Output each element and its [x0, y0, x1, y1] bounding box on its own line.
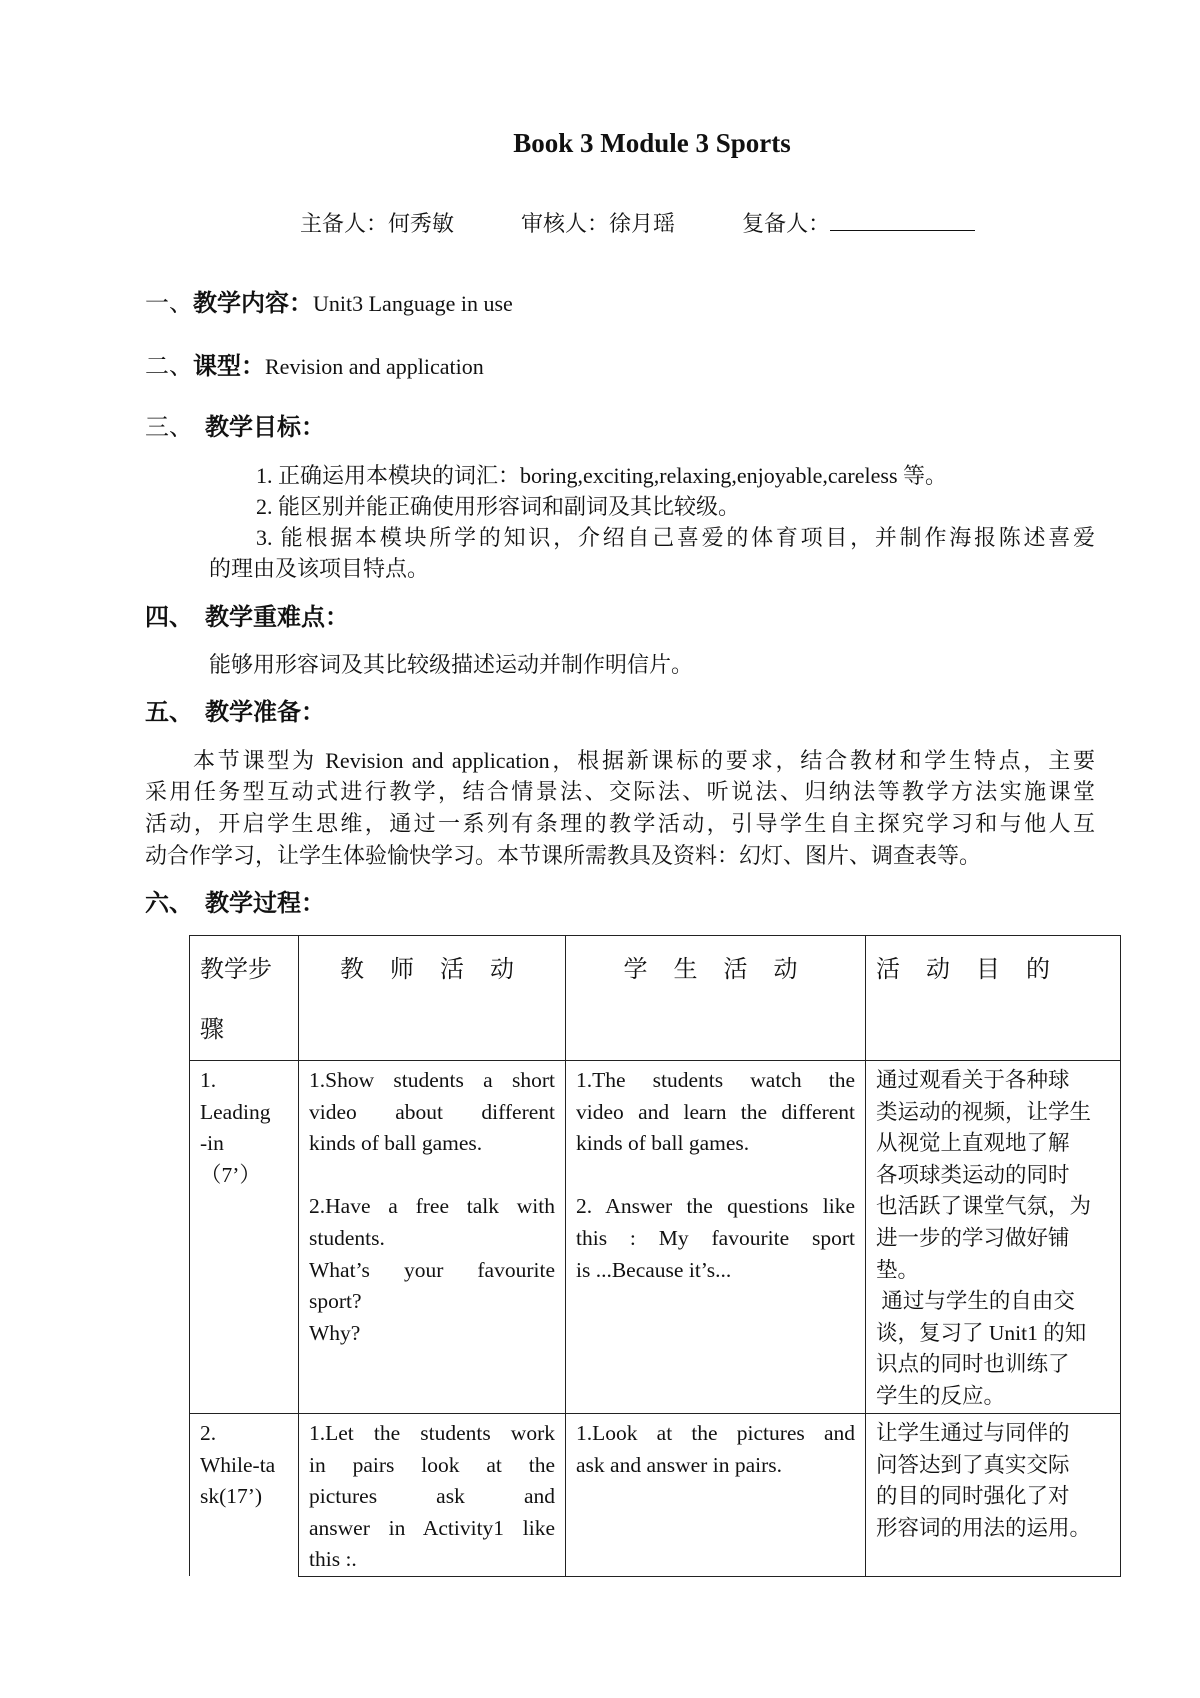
section-heading: 教学目标： — [205, 415, 325, 441]
cell-line: 2. Answer the questions like — [576, 1194, 855, 1219]
cell-line: 2. — [200, 1421, 217, 1445]
section-heading: 课型： — [193, 354, 265, 380]
cell-line: answer in Activity1 like — [309, 1515, 555, 1540]
cell-line: 2.Have a free talk with — [309, 1194, 555, 1219]
cell-line: video and learn the different — [576, 1099, 855, 1124]
paragraph-line: 活动，开启学生思维，通过一系列有条理的教学活动，引导学生自主探究学习和与他人互 — [145, 811, 1095, 836]
section-number: 四、 — [145, 605, 193, 631]
cell-line: What’s your favourite — [309, 1257, 555, 1282]
header-teacher — [299, 936, 566, 1061]
cell-line: 进一步的学习做好铺 — [876, 1225, 1070, 1250]
reviewer: 徐月瑶 — [609, 211, 676, 236]
teacher-activity-cell — [299, 1414, 566, 1577]
header-text: 骤 — [200, 1017, 224, 1043]
cell-line: 通过观看关于各种球 — [876, 1068, 1070, 1092]
section-number: 五、 — [145, 700, 193, 726]
section-heading: 教学重难点： — [205, 605, 349, 631]
header-text: 教 师 活 动 — [340, 957, 524, 983]
cell-line: sport? — [309, 1289, 362, 1314]
cell-line: is ...Because it’s... — [576, 1257, 732, 1282]
lead-label: 主备人： — [300, 211, 389, 236]
cell-line: 通过与学生的自由交 — [876, 1289, 1075, 1314]
cell-line: kinds of ball games. — [576, 1131, 750, 1156]
cell-line: Leading — [200, 1099, 271, 1124]
paragraph-line: 本节课型为 Revision and application，根据新课标的要求，结合教材和学生特点，主要 — [193, 748, 1095, 773]
purpose-cell — [866, 1414, 1121, 1577]
cell-line: -in — [200, 1131, 224, 1156]
document-title: Book 3 Module 3 Sports — [513, 128, 791, 158]
purpose-cell — [866, 1061, 1121, 1414]
table-row — [190, 1414, 1121, 1577]
co-preparer-blank — [830, 208, 975, 231]
teacher-activity-cell — [299, 1061, 566, 1414]
review-label: 审核人： — [521, 211, 610, 236]
section-heading: 教学准备： — [205, 700, 325, 726]
cell-line: 学生的反应。 — [876, 1383, 1006, 1408]
header-student — [566, 936, 866, 1061]
section-5 — [145, 698, 325, 728]
table-header-row — [190, 936, 1121, 1061]
step-cell — [190, 1061, 299, 1414]
cell-line: 各项球类运动的同时 — [876, 1162, 1070, 1187]
header-text: 活 动 目 的 — [876, 957, 1060, 983]
cell-line: 让学生通过与同伴的 — [876, 1421, 1070, 1445]
cell-line: pictures ask and — [309, 1484, 555, 1509]
cell-line: While-ta — [200, 1452, 276, 1477]
header-text: 教学步 — [200, 957, 272, 983]
staff-line — [300, 208, 975, 239]
paragraph-line: 动合作学习，让学生体验愉快学习。本节课所需教具及资料：幻灯、图片、调查表等。 — [145, 843, 982, 868]
cell-line: 1.Let the students work — [309, 1421, 555, 1445]
lead-preparer: 何秀敏 — [388, 211, 455, 236]
section-3 — [145, 413, 325, 443]
co-label: 复备人： — [742, 211, 831, 236]
cell-line: kinds of ball games. — [309, 1131, 483, 1156]
cell-line: （7’） — [200, 1162, 261, 1187]
cell-line: 1.Look at the pictures and — [576, 1421, 855, 1445]
cell-line: 垫。 — [876, 1257, 920, 1282]
cell-line: in pairs look at the — [309, 1452, 555, 1477]
cell-line: 识点的同时也训练了 — [876, 1352, 1070, 1377]
section-text: Unit3 Language in use — [313, 291, 513, 316]
cell-line: students. — [309, 1225, 385, 1250]
header-purpose — [866, 936, 1121, 1061]
objective-item: 3. 能根据本模块所学的知识，介绍自己喜爱的体育项目，并制作海报陈述喜爱 — [256, 525, 1095, 550]
section-number: 一、 — [145, 291, 193, 317]
teaching-process-table — [189, 935, 1121, 1577]
objective-item: 2. 能区别并能正确使用形容词和副词及其比较级。 — [256, 494, 741, 519]
cell-line: 1. — [200, 1068, 217, 1092]
section-1 — [145, 289, 513, 319]
header-step — [190, 936, 299, 1061]
header-text: 学 生 活 动 — [623, 957, 808, 983]
section-number: 三、 — [145, 415, 193, 441]
cell-line: 1.Show students a short — [309, 1068, 555, 1092]
cell-line — [576, 1160, 855, 1192]
cell-line: Why? — [309, 1320, 361, 1345]
table-row — [190, 1061, 1121, 1414]
cell-line: this :. — [309, 1547, 357, 1572]
cell-line: 1.The students watch the — [576, 1068, 855, 1092]
step-cell — [190, 1414, 299, 1577]
student-activity-cell — [566, 1061, 866, 1414]
section-2 — [145, 352, 484, 382]
cell-line: 类运动的视频，让学生 — [876, 1099, 1092, 1124]
student-activity-cell — [566, 1414, 866, 1577]
objective-item: 1. 正确运用本模块的词汇：boring,exciting,relaxing,enjoyable,careless 等。 — [256, 463, 948, 488]
section-number: 六、 — [145, 891, 193, 917]
cell-line: 也活跃了课堂气氛，为 — [876, 1194, 1092, 1219]
section-text: 能够用形容词及其比较级描述运动并制作明信片。 — [209, 652, 694, 677]
objective-item-continued: 的理由及该项目特点。 — [209, 556, 430, 581]
cell-line: video about different — [309, 1099, 555, 1124]
cell-line — [309, 1160, 555, 1192]
cell-line: 谈，复习了 Unit1 的知 — [876, 1320, 1087, 1345]
cell-line: ask and answer in pairs. — [576, 1452, 782, 1477]
cell-line: 形容词的用法的运用。 — [876, 1515, 1092, 1540]
section-heading: 教学内容： — [193, 291, 313, 317]
section-text: Revision and application — [265, 354, 484, 379]
cell-line: sk(17’) — [200, 1484, 263, 1509]
paragraph-line: 采用任务型互动式进行教学，结合情景法、交际法、听说法、归纳法等教学方法实施课堂 — [145, 779, 1095, 804]
cell-line: 从视觉上直观地了解 — [876, 1131, 1070, 1156]
section-6 — [145, 889, 325, 919]
cell-line: 问答达到了真实交际 — [876, 1452, 1070, 1477]
section-number: 二、 — [145, 354, 193, 380]
cell-line: this : My favourite sport — [576, 1225, 855, 1250]
section-4 — [145, 603, 349, 633]
section-heading: 教学过程： — [205, 891, 325, 917]
cell-line: 的目的同时强化了对 — [876, 1484, 1070, 1509]
